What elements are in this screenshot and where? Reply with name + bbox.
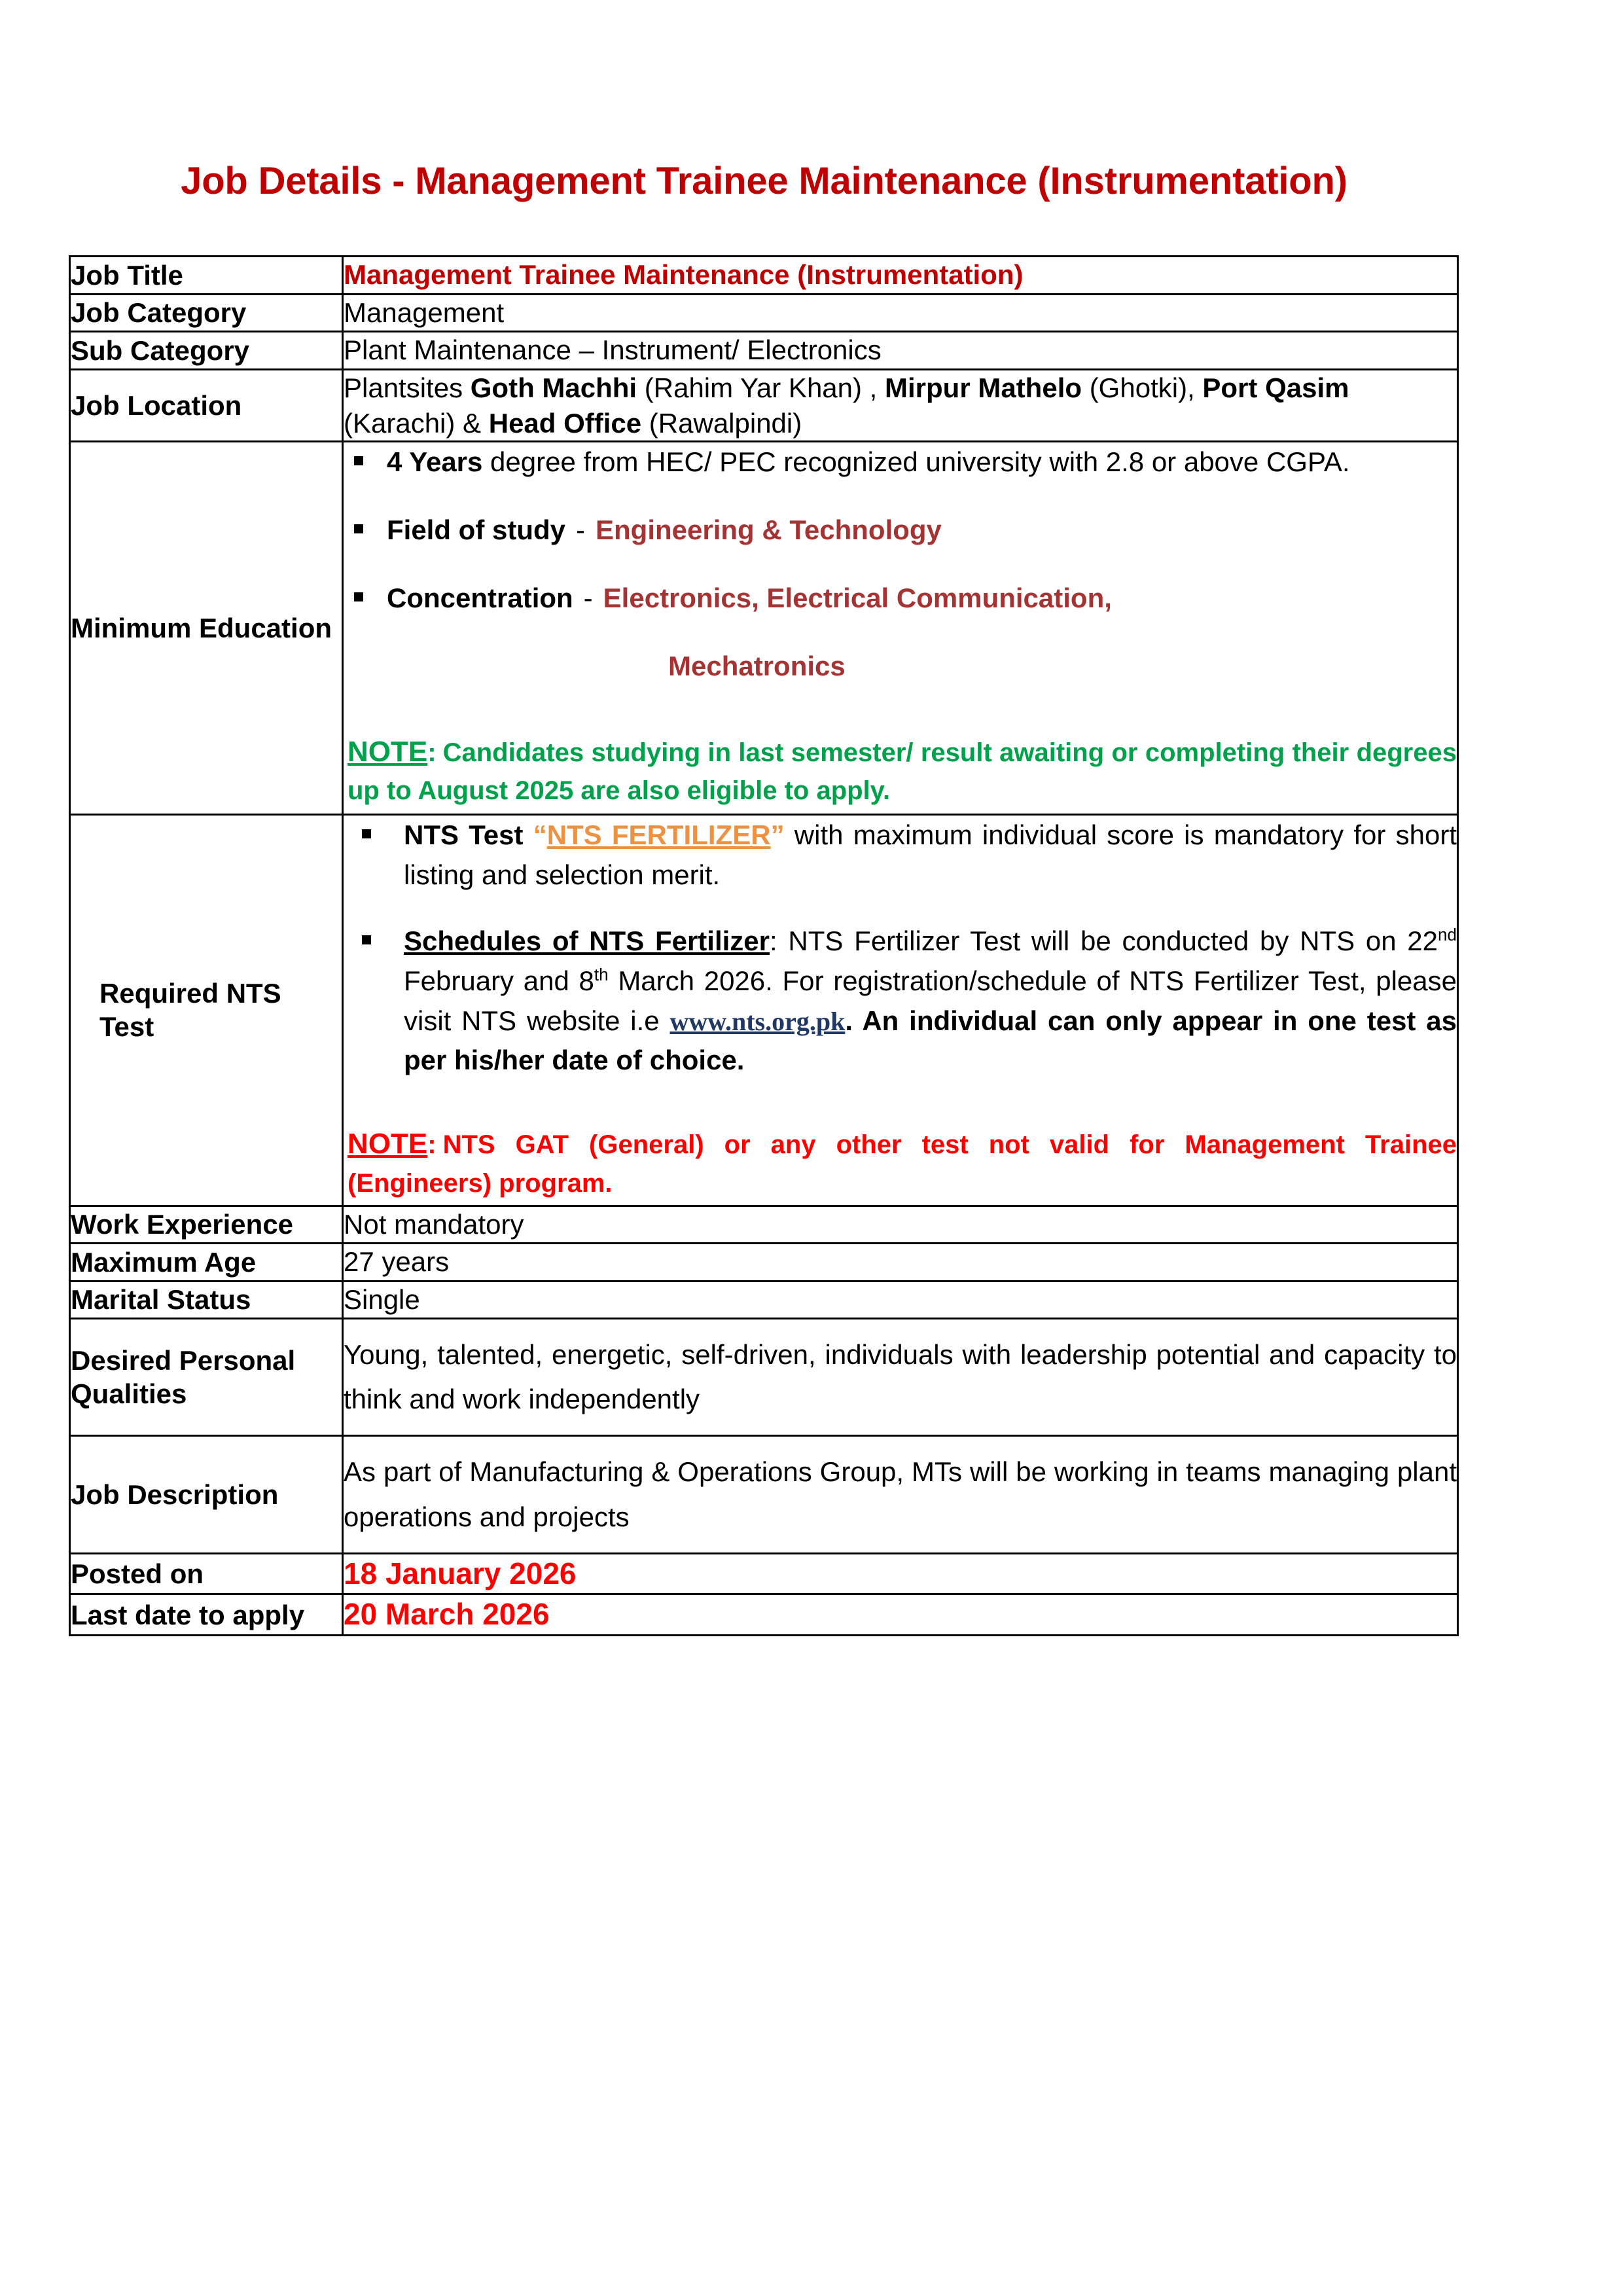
schedule-text-c: March 2026. For registration/schedule of NTS Fertilizer Test, please visit NTS website i.e [404, 965, 1457, 1036]
job-details-table [69, 255, 1459, 1636]
row-value-posted-on [343, 1553, 1458, 1594]
row-value-desired-personal-qualities [343, 1319, 1458, 1436]
schedule-bold-tail: An individual can only appear in one test as per his/her date of choice. [404, 1005, 1457, 1076]
row-value-minimum-education [343, 442, 1458, 815]
posted-on-date: 18 January 2026 [344, 1556, 577, 1590]
education-bullet-degree [344, 442, 1457, 482]
ordinal-suffix-nd: nd [1438, 924, 1457, 944]
table-row-last-date-to-apply [70, 1594, 1458, 1636]
last-date-value: 20 March 2026 [344, 1597, 550, 1632]
concentration-value: Electronics, Electrical Communication, [603, 582, 1112, 613]
education-bullet-list [344, 442, 1457, 684]
row-label-marital-status: Marital Status [70, 1281, 343, 1319]
location-site-4: Head Office [488, 407, 642, 439]
nts-test-prefix: NTS Test [404, 819, 533, 851]
table-row-job-title [70, 257, 1458, 295]
note-keyword: NOTE [348, 1128, 428, 1160]
square-bullet-icon [362, 935, 371, 944]
nts-bullet-list [344, 816, 1457, 1081]
row-label-job-title: Job Title [70, 257, 343, 295]
location-city-2: (Ghotki), [1082, 372, 1203, 403]
nts-test-suffix: with maximum individual score is mandatory for short listing and selection merit. [404, 819, 1457, 890]
concentration-dash: - [583, 582, 593, 613]
degree-text: degree from HEC/ PEC recognized university with 2.8 or above CGPA. [482, 446, 1350, 478]
note-text: Candidates studying in last semester/ result awaiting or completing their degrees up to August 2025 are also eligible to apply. [348, 738, 1457, 806]
table-row-job-description [70, 1436, 1458, 1553]
desired-qualities-text: Young, talented, energetic, self-driven, individuals with leadership potential and capacity to think and work independently [344, 1339, 1457, 1415]
table-row-job-category [70, 294, 1458, 332]
row-value-maximum-age: 27 years [343, 1244, 1458, 1282]
schedule-period: . [845, 1005, 853, 1036]
table-row-sub-category [70, 332, 1458, 370]
row-value-job-description [343, 1436, 1458, 1553]
row-value-required-nts-test [343, 815, 1458, 1206]
location-prefix: Plantsites [344, 372, 471, 403]
row-value-job-category: Management [343, 294, 1458, 332]
row-label-last-date-to-apply: Last date to apply [70, 1594, 343, 1636]
row-label-posted-on: Posted on [70, 1553, 343, 1594]
table-row-job-location [70, 369, 1458, 442]
row-label-work-experience: Work Experience [70, 1206, 343, 1244]
location-site-2: Mirpur Mathelo [885, 372, 1082, 403]
degree-duration: 4 Years [387, 446, 483, 478]
row-label-desired-personal-qualities: Desired Personal Qualities [70, 1319, 343, 1436]
schedule-colon: : [770, 925, 777, 956]
table-row-desired-personal-qualities [70, 1319, 1458, 1436]
job-description-text: As part of Manufacturing & Operations Group, MTs will be working in teams managing plant operations and projects [344, 1456, 1457, 1532]
row-value-sub-category: Plant Maintenance – Instrument/ Electronics [343, 332, 1458, 370]
row-value-job-location [343, 369, 1458, 442]
location-city-3: (Karachi) & [344, 407, 489, 439]
row-label-sub-category: Sub Category [70, 332, 343, 370]
concentration-label: Concentration [387, 582, 573, 613]
location-city-4: (Rawalpindi) [641, 407, 802, 439]
row-label-job-description: Job Description [70, 1436, 343, 1553]
table-row-required-nts-test [70, 815, 1458, 1206]
note-keyword: NOTE [348, 735, 428, 768]
table-row-work-experience [70, 1206, 1458, 1244]
square-bullet-icon [354, 456, 363, 465]
table-row-posted-on [70, 1553, 1458, 1594]
table-row-marital-status [70, 1281, 1458, 1319]
table-row-maximum-age [70, 1244, 1458, 1282]
row-label-required-nts-test: Required NTS Test [70, 815, 343, 1206]
nts-website-link[interactable]: www.nts.org.pk [669, 1006, 846, 1036]
nts-note [344, 1124, 1457, 1202]
note-colon: : [427, 1130, 437, 1160]
nts-fertilizer-term: NTS FERTILIZER [546, 819, 771, 851]
education-bullet-field-of-study [344, 511, 1457, 550]
schedule-heading: Schedules of NTS Fertilizer [404, 925, 770, 956]
ordinal-suffix-th: th [594, 964, 609, 984]
square-bullet-icon [354, 524, 363, 533]
row-value-job-title [343, 257, 1458, 295]
note-colon: : [427, 738, 437, 767]
field-of-study-value: Engineering & Technology [596, 514, 942, 545]
row-label-job-location: Job Location [70, 369, 343, 442]
square-bullet-icon [354, 592, 363, 601]
quote-open: “ [533, 819, 547, 851]
field-of-study-label: Field of study [387, 514, 565, 545]
row-label-job-category: Job Category [70, 294, 343, 332]
quote-close: ” [770, 819, 785, 851]
location-site-3: Port Qasim [1202, 372, 1349, 403]
education-note [344, 732, 1457, 810]
note-text: NTS GAT (General) or any other test not valid for Management Trainee (Engineers) program. [348, 1130, 1457, 1198]
nts-bullet-test-name [344, 816, 1457, 895]
row-value-last-date-to-apply [343, 1594, 1458, 1636]
square-bullet-icon [362, 829, 371, 838]
concentration-value-line-2: Mechatronics [668, 651, 846, 682]
location-site-1: Goth Machhi [470, 372, 637, 403]
row-label-maximum-age: Maximum Age [70, 1244, 343, 1282]
education-bullet-concentration [344, 579, 1457, 685]
page-title: Job Details - Management Trainee Maintenance (Instrumentation) [181, 160, 1347, 202]
row-value-marital-status: Single [343, 1281, 1458, 1319]
job-title-value: Management Trainee Maintenance (Instrumentation) [344, 259, 1024, 290]
nts-bullet-schedule [344, 922, 1457, 1081]
row-value-work-experience: Not mandatory [343, 1206, 1458, 1244]
location-city-1: (Rahim Yar Khan) , [637, 372, 885, 403]
table-row-minimum-education [70, 442, 1458, 815]
schedule-text-b: February and 8 [404, 965, 594, 996]
schedule-text-a: NTS Fertilizer Test will be conducted by NTS on 22 [777, 925, 1438, 956]
row-label-minimum-education: Minimum Education [70, 442, 343, 815]
field-of-study-dash: - [576, 514, 585, 545]
